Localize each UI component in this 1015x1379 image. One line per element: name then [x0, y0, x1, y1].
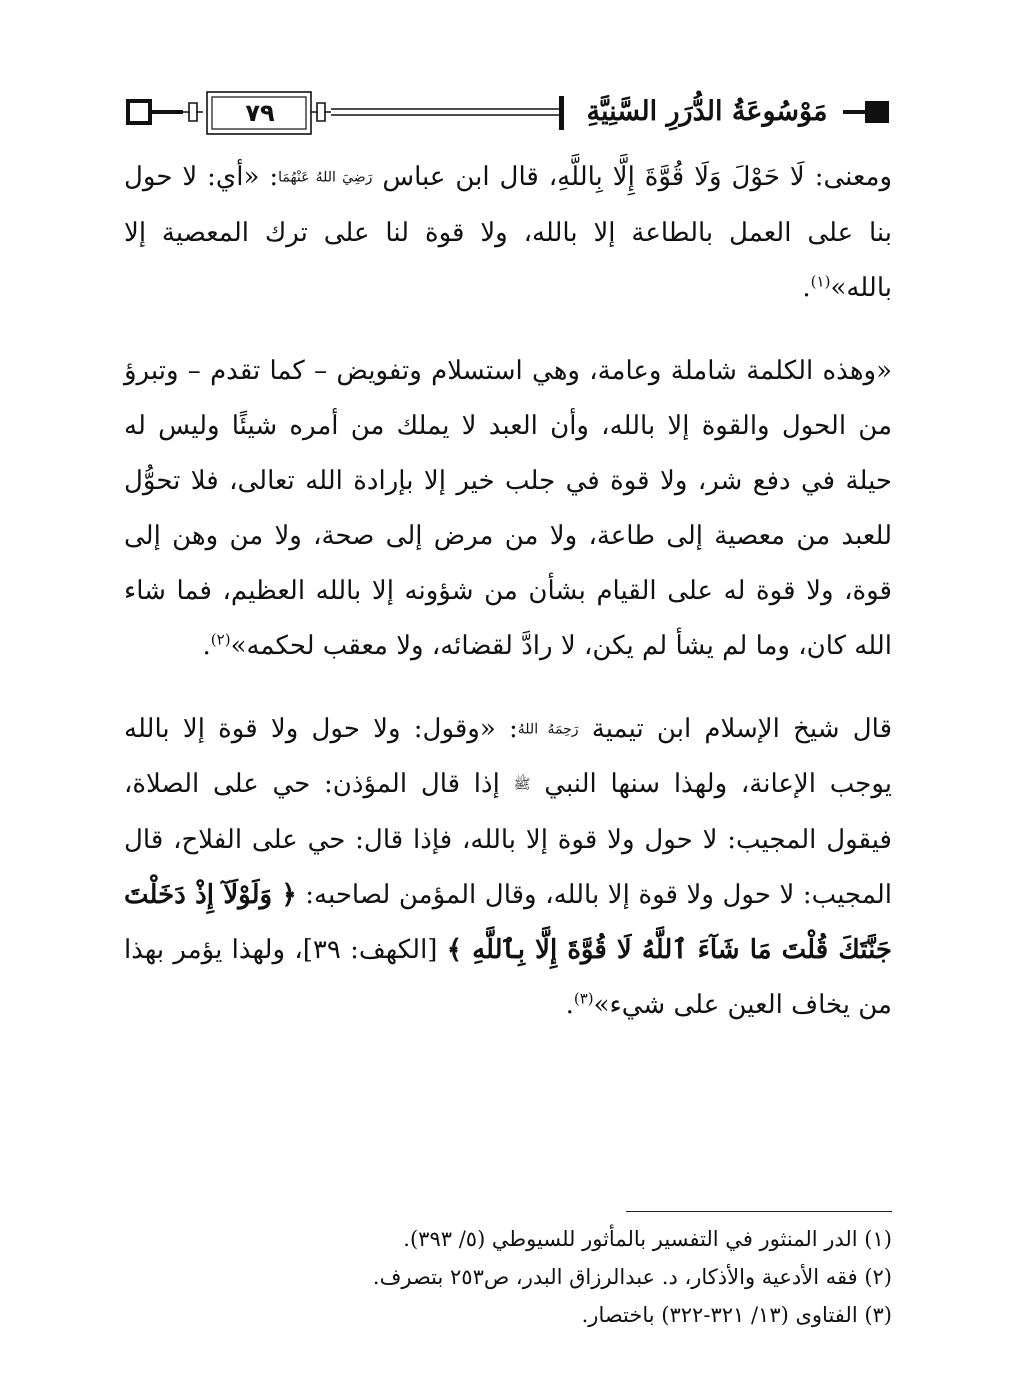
- footnotes: [124, 1220, 892, 1334]
- main-text: [124, 150, 892, 1033]
- text: ، قال ابن عباس: [372, 162, 558, 192]
- text: ومعنى:: [804, 162, 892, 192]
- text: إذا قال المؤذن: حي على الصلاة، فيقول المجيب: لا حول ولا قوة إلا بالله، فإذا قال: حي على الفلاح، قال المجيب: لا حول ولا قوة إلا بالله، وقال المؤمن لصاحبه:: [124, 769, 892, 910]
- honorific: ﷺ: [513, 776, 531, 793]
- text: [الكهف: ٣٩]، ولهذا يؤمر بهذا من يخاف العين على شيء»: [124, 934, 892, 1020]
- series-title: مَوْسُوعَةُ الدُّرَرِ السَّنِيَّةِ: [586, 96, 828, 127]
- footnote-1: (١) الدر المنثور في التفسير بالمأثور للسيوطي (٥/ ٣٩٣).: [403, 1227, 892, 1251]
- footnote-3: (٣) الفتاوى (١٣/ ٣٢١-٣٢٢) باختصار.: [581, 1303, 892, 1327]
- left-square-ornament: [128, 101, 150, 123]
- paragraph-1: [124, 150, 892, 316]
- text: .: [802, 272, 811, 303]
- text: «وهذه الكلمة شاملة وعامة، وهي استسلام وتفويض – كما تقدم – وتبرؤ من الحول والقوة إلا بالله، وأن العبد لا يملك من أمره شيئًا وليس له حيلة في دفع شر، ولا قوة في جلب خير إلا بإرادة الله تعالى، فلا تحوُّل للعبد من معصية إلى طاعة، ولا من مرض إلى صحة، ولا من وهن إلى قوة، ولا قوة له على القيام بشأن من شؤونه إلا بالله العظيم، فما شاء الله كان، وما لم يشأ لم يكن، لا رادَّ لقضائه، ولا معقب لحكمه»: [124, 355, 892, 661]
- dhikr-phrase: لَا حَوْلَ وَلَا قُوَّةَ إِلَّا بِاللَّهِ: [557, 162, 805, 192]
- footnote-ref-1: (١): [810, 271, 831, 290]
- text: .: [202, 630, 211, 661]
- right-square-ornament: [865, 101, 889, 123]
- text: قال شيخ الإسلام ابن تيمية: [578, 713, 893, 744]
- text: : «وقول: ولا حول ولا قوة إلا بالله يوجب الإعانة، ولهذا سنها النبي: [124, 713, 892, 799]
- footnote-ref-2: (٢): [210, 629, 231, 648]
- page-number: ٧٩: [245, 99, 275, 127]
- quran-verse: ﴿ وَلَوْلَآ إِذْ دَخَلْتَ جَنَّتَكَ قُلْتَ مَا شَآءَ ٱللَّهُ لَا قُوَّةَ إِلَّا بِٱللَّهِ ﴾: [124, 879, 892, 965]
- text: : «أي: لا حول بنا على العمل بالطاعة إلا بالله، ولا قوة لنا على ترك المعصية إلا بالله»: [124, 162, 892, 303]
- footnote-divider: [626, 1211, 892, 1212]
- paragraph-3: [124, 702, 892, 1033]
- honorific: رَضِيَ اللهُ عَنْهُمَا: [278, 169, 373, 186]
- paragraph-2: [124, 344, 892, 674]
- honorific: رَحِمَهُ اللهُ: [517, 721, 579, 737]
- footnote-ref-3: (٣): [573, 988, 594, 1007]
- page-header: [125, 84, 892, 142]
- footnote-2: (٢) فقه الأدعية والأذكار، د. عبدالرزاق البدر، ص٢٥٣ بتصرف.: [372, 1265, 892, 1289]
- text: .: [565, 989, 574, 1020]
